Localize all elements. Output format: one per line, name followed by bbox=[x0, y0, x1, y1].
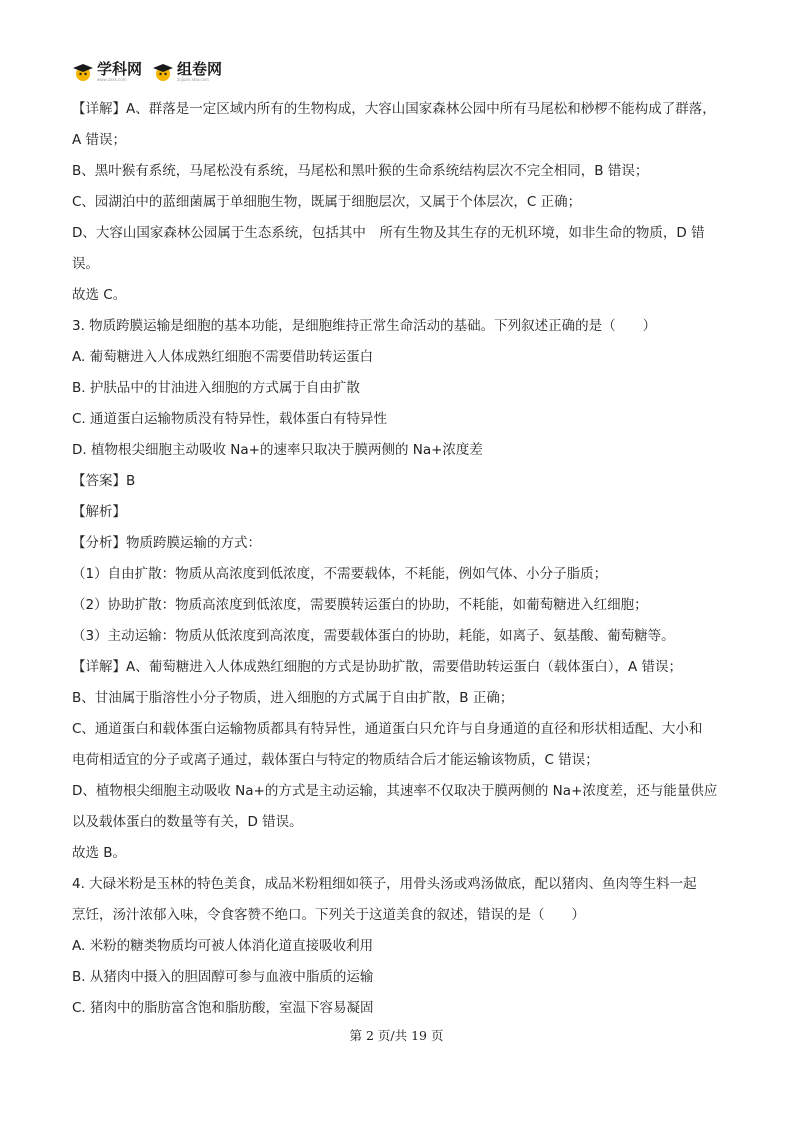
text-line: 故选 C。 bbox=[72, 287, 127, 303]
text-line: D、大容山国家森林公园属于生态系统，包括其中 所有生物及其生存的无机环境，如非生命的物质，D 错 bbox=[72, 225, 705, 241]
site-header bbox=[72, 60, 222, 84]
option-b: B. 护肤品中的甘油进入细胞的方式属于自由扩散 bbox=[72, 380, 360, 396]
logo-text: 学科网 bbox=[97, 60, 143, 78]
text-line: B、甘油属于脂溶性小分子物质，进入细胞的方式属于自由扩散，B 正确； bbox=[72, 690, 514, 706]
answer-line: 【答案】B bbox=[72, 473, 136, 489]
logo-url: zujuan.xkw.com bbox=[177, 77, 209, 82]
text-line: 误。 bbox=[72, 256, 99, 272]
option-b: B. 从猪肉中摄入的胆固醇可参与血液中脂质的运输 bbox=[72, 969, 374, 985]
text-line: 以及载体蛋白的数量等有关，D 错误。 bbox=[72, 814, 303, 830]
logo-zujuanwang bbox=[152, 62, 222, 82]
document-body bbox=[72, 94, 732, 1024]
text-line: B、黑叶猴有系统，马尾松没有系统，马尾松和黑叶猴的生命系统结构层次不完全相同，B 错误； bbox=[72, 163, 649, 179]
option-c: C. 猪肉中的脂肪富含饱和脂肪酸，室温下容易凝固 bbox=[72, 1000, 374, 1016]
text-line: 电荷相适宜的分子或离子通过，载体蛋白与特定的物质结合后才能运输该物质，C 错误； bbox=[72, 752, 599, 768]
text-line: （3）主动运输：物质从低浓度到高浓度，需要载体蛋白的协助，耗能，如离子、氨基酸、葡萄糖等。 bbox=[72, 628, 675, 644]
text-line: C、园湖泊中的蓝细菌属于单细胞生物，既属于细胞层次，又属于个体层次，C 正确； bbox=[72, 194, 582, 210]
question-stem: 3. 物质跨膜运输是细胞的基本功能，是细胞维持正常生命活动的基础。下列叙述正确的是（ ） bbox=[72, 318, 657, 334]
analysis-heading: 【解析】 bbox=[72, 504, 126, 520]
text-line: （2）协助扩散：物质高浓度到低浓度，需要膜转运蛋白的协助，不耗能，如葡萄糖进入红细胞； bbox=[72, 597, 648, 613]
option-d: D. 植物根尖细胞主动吸收 Na+的速率只取决于膜两侧的 Na+浓度差 bbox=[72, 442, 483, 458]
text-line: 故选 B。 bbox=[72, 845, 127, 861]
option-a: A. 米粉的糖类物质均可被人体消化道直接吸收利用 bbox=[72, 938, 374, 954]
text-line: 【详解】A、群落是一定区域内所有的生物构成，大容山国家森林公园中所有马尾松和桫椤不能构成了群落， bbox=[72, 101, 716, 117]
mortarboard-icon bbox=[72, 62, 94, 82]
text-line: （1）自由扩散：物质从高浓度到低浓度，不需要载体，不耗能，例如气体、小分子脂质； bbox=[72, 566, 608, 582]
option-c: C. 通道蛋白运输物质没有特异性，载体蛋白有特异性 bbox=[72, 411, 388, 427]
text-line: 【分析】物质跨膜运输的方式： bbox=[72, 535, 261, 551]
logo-xuekewang bbox=[72, 62, 142, 82]
question-stem: 烹饪，汤汁浓郁入味，令食客赞不绝口。下列关于这道美食的叙述，错误的是（ ） bbox=[72, 907, 585, 923]
page-number: 第 2 页/共 19 页 bbox=[349, 1028, 444, 1043]
text-line: A 错误； bbox=[72, 132, 127, 148]
option-a: A. 葡萄糖进入人体成熟红细胞不需要借助转运蛋白 bbox=[72, 349, 374, 365]
logo-text: 组卷网 bbox=[177, 60, 223, 78]
logo-url: www.zxxk.com bbox=[97, 77, 127, 82]
text-line: D、植物根尖细胞主动吸收 Na+的方式是主动运输，其速率不仅取决于膜两侧的 Na+浓度差，还与能量供应 bbox=[72, 783, 718, 799]
text-line: C、通道蛋白和载体蛋白运输物质都具有特异性，通道蛋白只允许与自身通道的直径和形状相适配、大小和 bbox=[72, 721, 703, 737]
mortarboard-icon bbox=[152, 62, 174, 82]
text-line: 【详解】A、葡萄糖进入人体成熟红细胞的方式是协助扩散，需要借助转运蛋白（载体蛋白），A 错误； bbox=[72, 659, 683, 675]
question-stem: 4. 大碌米粉是玉林的特色美食，成品米粉粗细如筷子，用骨头汤或鸡汤做底，配以猪肉、鱼肉等生料一起 bbox=[72, 876, 697, 892]
